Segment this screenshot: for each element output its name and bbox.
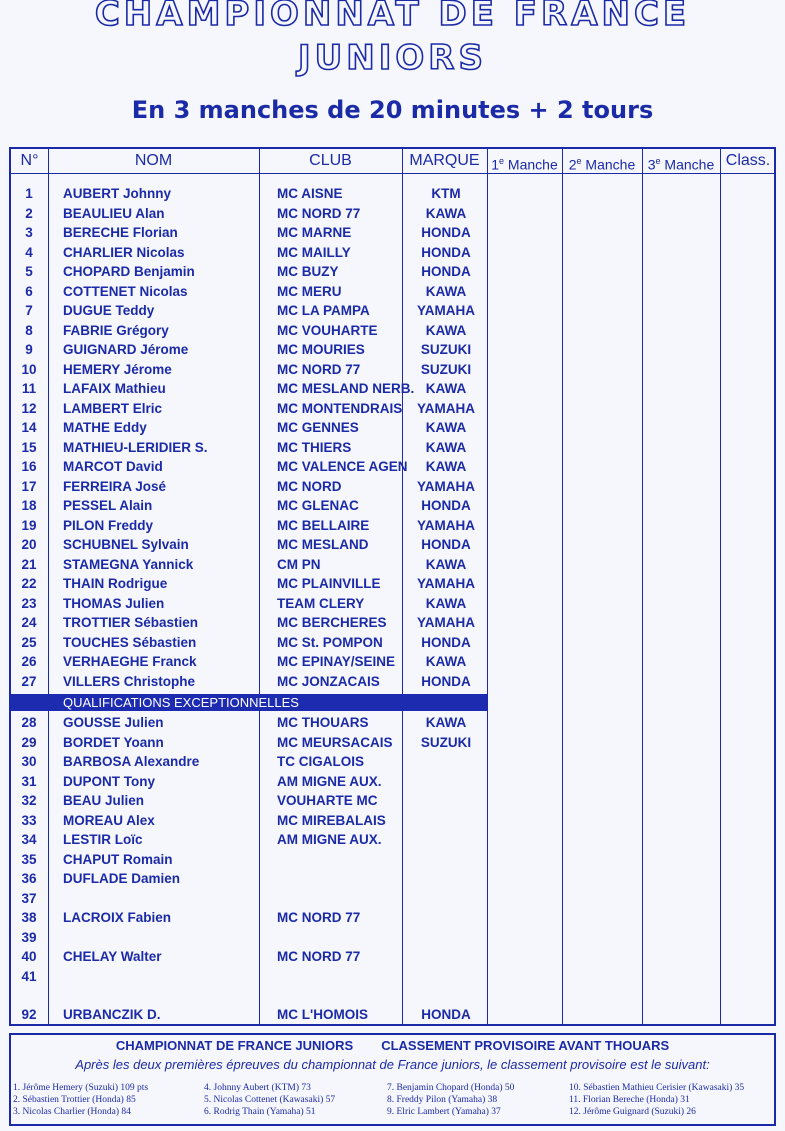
row-name: BARBOSA Alexandre — [63, 754, 200, 769]
row-name: BEAU Julien — [63, 793, 145, 808]
row-name: AUBERT Johnny — [63, 186, 171, 201]
row-name: FABRIE Grégory — [63, 322, 169, 338]
row-brand: HONDA — [421, 264, 471, 279]
row-num: 15 — [21, 439, 37, 455]
row-name: CHOPARD Benjamin — [63, 264, 195, 279]
row-num: 26 — [21, 654, 37, 669]
row-club: MC BERCHERES — [277, 615, 387, 630]
row-club: MC MESLAND — [277, 537, 369, 552]
row-name: TROTTIER Sébastien — [63, 615, 199, 630]
row-num: 40 — [21, 949, 37, 964]
standings-item: 3. Nicolas Charlier (Honda) 84 — [13, 1107, 131, 1117]
row-brand: KAWA — [425, 595, 467, 611]
row-num: 5 — [25, 264, 33, 279]
row-club: MC MAILLY — [277, 244, 351, 260]
row-brand: HONDA — [421, 244, 471, 260]
row-brand: KAWA — [425, 205, 467, 221]
table-row — [11, 301, 487, 320]
standings-item: 7. Benjamin Chopard (Honda) 50 — [387, 1083, 515, 1093]
row-club: TC CIGALOIS — [277, 754, 364, 769]
standings-item: 5. Nicolas Cottenet (Kawasaki) 57 — [204, 1095, 336, 1105]
row-brand: KAWA — [425, 381, 467, 396]
row-brand: KAWA — [425, 459, 467, 474]
row-club: VOUHARTE MC — [277, 793, 378, 808]
row-name: LAMBERT Elric — [63, 400, 163, 416]
row-num: 12 — [21, 400, 37, 416]
table-row — [11, 633, 487, 652]
row-club: MC MIREBALAIS — [277, 812, 386, 828]
row-club: MC MERU — [277, 283, 342, 299]
row-brand: KAWA — [425, 420, 467, 435]
table-row — [11, 772, 487, 791]
row-name: PESSEL Alain — [63, 498, 153, 513]
row-name: GOUSSE Julien — [63, 715, 164, 730]
standings-item: 6. Rodrig Thain (Yamaha) 51 — [204, 1107, 316, 1117]
row-club: MC NORD 77 — [277, 910, 361, 925]
row-num: 27 — [21, 673, 37, 689]
row-club: MC MESLAND NERB. — [277, 381, 415, 396]
table-row — [11, 869, 487, 888]
column-divider — [642, 149, 643, 1024]
row-name: THAIN Rodrigue — [63, 576, 168, 591]
row-num: 38 — [21, 910, 37, 925]
row-num: 29 — [21, 734, 37, 750]
row-num: 31 — [21, 773, 37, 789]
table-row — [11, 967, 487, 986]
row-name: DUFLADE Damien — [63, 871, 181, 886]
row-name: GUIGNARD Jérome — [63, 342, 189, 357]
row-brand: KAWA — [425, 715, 467, 730]
table-row — [11, 613, 487, 632]
table-row — [11, 321, 487, 340]
row-club: MC GENNES — [277, 420, 359, 435]
row-brand: HONDA — [421, 225, 471, 240]
table-row — [11, 399, 487, 418]
col-header-manche-1: 1e Manche — [491, 156, 558, 173]
row-club: MC MARNE — [277, 225, 352, 240]
row-num: 36 — [21, 871, 37, 886]
table-row — [11, 516, 487, 535]
row-club: MC MOURIES — [277, 342, 365, 357]
row-brand: HONDA — [421, 634, 471, 650]
standings-item: 2. Sébastien Trottier (Honda) 85 — [13, 1095, 136, 1105]
row-num: 32 — [21, 793, 37, 808]
row-name: MATHE Eddy — [63, 420, 147, 435]
row-club: MC LA PAMPA — [277, 303, 370, 318]
row-club: MC BUZY — [277, 264, 339, 279]
table-row — [11, 672, 487, 691]
table-row — [11, 928, 487, 947]
row-name: VERHAEGHE Franck — [63, 654, 197, 669]
table-row — [11, 713, 487, 732]
column-divider — [720, 149, 721, 1024]
row-name: FERREIRA José — [63, 478, 167, 494]
row-num: 3 — [25, 225, 33, 240]
row-name: BEAULIEU Alan — [63, 205, 165, 221]
table-row — [11, 496, 487, 515]
table-row — [11, 752, 487, 771]
row-club: MC St. POMPON — [277, 634, 383, 650]
row-num: 6 — [25, 283, 33, 299]
row-num: 33 — [21, 812, 37, 828]
row-club: MC L'HOMOIS — [277, 1007, 368, 1022]
standings-title — [11, 1038, 774, 1053]
row-num: 28 — [21, 715, 37, 730]
row-club: MC NORD — [277, 478, 342, 494]
table-row — [11, 477, 487, 496]
row-club: MC THOUARS — [277, 715, 369, 730]
table-row — [11, 223, 487, 242]
col-header-manche-3: 3e Manche — [647, 156, 715, 173]
row-club: MC MEURSACAIS — [277, 734, 393, 750]
row-name: HEMERY Jérome — [63, 361, 172, 377]
row-brand: HONDA — [421, 537, 471, 552]
col-header-nom: NOM — [134, 152, 173, 169]
row-name: BORDET Yoann — [63, 734, 164, 750]
row-name: URBANCZIK D. — [63, 1007, 161, 1022]
standings-item: 10. Sébastien Mathieu Cerisier (Kawasaki) 35 — [569, 1083, 745, 1093]
row-num: 11 — [21, 381, 37, 396]
row-num: 35 — [21, 851, 37, 867]
row-num: 18 — [21, 498, 37, 513]
table-row — [11, 733, 487, 752]
table-row — [11, 262, 487, 281]
row-club: AM MIGNE AUX. — [277, 773, 382, 789]
table-row — [11, 438, 487, 457]
row-num: 14 — [21, 420, 37, 435]
table-row — [11, 340, 487, 359]
row-num: 10 — [21, 361, 37, 377]
row-num: 22 — [21, 576, 37, 591]
table-row — [11, 535, 487, 554]
table-row — [11, 652, 487, 671]
row-num: 20 — [21, 537, 37, 552]
row-name: MATHIEU-LERIDIER S. — [63, 439, 208, 455]
standings-intro: Après les deux premières épreuves du championnat de France juniors, le classement provisoire est le suivant: — [75, 1057, 710, 1072]
table-row — [11, 830, 487, 849]
row-brand: HONDA — [421, 1007, 471, 1022]
row-num: 30 — [21, 754, 37, 769]
row-num: 19 — [21, 517, 37, 533]
row-club: MC NORD 77 — [277, 205, 361, 221]
row-club: MC VOUHARTE — [277, 322, 378, 338]
table-row — [11, 282, 487, 301]
standings-item: 9. Elric Lambert (Yamaha) 37 — [387, 1107, 501, 1117]
row-num: 41 — [21, 968, 37, 984]
row-num: 16 — [21, 459, 37, 474]
row-brand: KAWA — [425, 439, 467, 455]
row-club: AM MIGNE AUX. — [277, 832, 382, 847]
row-name: STAMEGNA Yannick — [63, 556, 194, 572]
row-num: 39 — [21, 929, 37, 945]
row-name: MOREAU Alex — [63, 812, 155, 828]
table-row — [11, 457, 487, 476]
row-name: CHAPUT Romain — [63, 851, 173, 867]
table-row — [11, 594, 487, 613]
standings-item: 4. Johnny Aubert (KTM) 73 — [204, 1083, 311, 1093]
table-row — [11, 204, 487, 223]
row-name: CHARLIER Nicolas — [63, 244, 185, 260]
page-subtitle: En 3 manches de 20 minutes + 2 tours — [131, 96, 654, 124]
qualif-banner: QUALIFICATIONS EXCEPTIONNELLES — [11, 694, 487, 711]
table-row — [11, 360, 487, 379]
row-club: MC NORD 77 — [277, 949, 361, 964]
row-club: TEAM CLERY — [277, 595, 365, 611]
table-row — [11, 850, 487, 869]
entry-list-table — [9, 147, 776, 1026]
row-brand: YAMAHA — [416, 615, 475, 630]
table-row — [11, 555, 487, 574]
row-club: MC MONTENDRAIS — [277, 400, 403, 416]
row-brand: KTM — [431, 186, 461, 201]
row-name: COTTENET Nicolas — [63, 283, 188, 299]
row-brand: YAMAHA — [416, 400, 475, 416]
table-row — [11, 418, 487, 437]
row-club: MC VALENCE AGEN — [277, 459, 408, 474]
row-name: LAFAIX Mathieu — [63, 381, 166, 396]
page-title-line2: JUNIORS — [298, 38, 487, 78]
col-header-class: Class. — [725, 152, 771, 169]
col-header-manche-2: 2e Manche — [568, 156, 636, 173]
row-num: 7 — [25, 303, 33, 318]
table-row — [11, 243, 487, 262]
row-club: MC BELLAIRE — [277, 517, 370, 533]
standings-item: 12. Jérôme Guignard (Suzuki) 26 — [569, 1107, 696, 1117]
row-brand: YAMAHA — [416, 576, 475, 591]
row-brand: SUZUKI — [420, 361, 472, 377]
row-num: 92 — [21, 1007, 37, 1022]
header-divider — [11, 173, 774, 174]
row-num: 37 — [21, 890, 37, 906]
row-club: MC EPINAY/SEINE — [277, 654, 396, 669]
row-club: MC THIERS — [277, 439, 352, 455]
row-name: VILLERS Christophe — [63, 673, 196, 689]
row-num: 8 — [25, 322, 33, 338]
column-divider — [562, 149, 563, 1024]
row-club: MC GLENAC — [277, 498, 359, 513]
row-name: THOMAS Julien — [63, 595, 165, 611]
row-club: CM PN — [277, 556, 321, 572]
row-num: 1 — [25, 186, 33, 201]
row-club: MC NORD 77 — [277, 361, 361, 377]
standings-title-right: CLASSEMENT PROVISOIRE AVANT THOUARS — [381, 1038, 670, 1053]
row-brand: YAMAHA — [416, 517, 475, 533]
row-brand: SUZUKI — [420, 734, 472, 750]
standings-title-left: CHAMPIONNAT DE FRANCE JUNIORS — [115, 1038, 354, 1053]
table-row — [11, 889, 487, 908]
row-brand: YAMAHA — [416, 478, 475, 494]
page-title: CHAMPIONNAT DE FRANCE — [94, 0, 691, 34]
row-name: SCHUBNEL Sylvain — [63, 537, 189, 552]
row-num: 4 — [25, 244, 33, 260]
col-header-num: N° — [20, 152, 39, 169]
table-row — [11, 908, 487, 927]
standings-item: 8. Freddy Pilon (Yamaha) 38 — [387, 1095, 498, 1105]
row-name: CHELAY Walter — [63, 949, 162, 964]
standings-item: 11. Florian Bereche (Honda) 31 — [569, 1095, 690, 1105]
table-row — [11, 184, 487, 203]
row-num: 2 — [25, 205, 33, 221]
row-brand: YAMAHA — [416, 303, 475, 318]
row-brand: HONDA — [421, 673, 471, 689]
standings-item: 1. Jérôme Hemery (Suzuki) 109 pts — [13, 1083, 149, 1093]
row-name: LESTIR Loïc — [63, 832, 143, 847]
row-num: 25 — [21, 634, 37, 650]
row-name: DUGUE Teddy — [63, 303, 155, 318]
row-num: 9 — [25, 342, 33, 357]
col-header-club: CLUB — [309, 152, 352, 169]
row-name: LACROIX Fabien — [63, 910, 172, 925]
row-name: TOUCHES Sébastien — [63, 634, 197, 650]
row-brand: SUZUKI — [420, 342, 472, 357]
row-num: 17 — [21, 478, 37, 494]
row-brand: HONDA — [421, 498, 471, 513]
table-row — [11, 791, 487, 810]
standings-box — [9, 1033, 776, 1126]
row-num: 21 — [21, 556, 37, 572]
row-name: DUPONT Tony — [63, 773, 155, 789]
row-name: PILON Freddy — [63, 517, 154, 533]
row-num: 24 — [21, 615, 37, 630]
table-row — [11, 1005, 487, 1024]
table-row — [11, 947, 487, 966]
col-header-marque: MARQUE — [409, 152, 480, 169]
row-club: MC PLAINVILLE — [277, 576, 381, 591]
row-brand: KAWA — [425, 556, 467, 572]
table-row — [11, 811, 487, 830]
row-num: 34 — [21, 832, 37, 847]
table-row — [11, 379, 487, 398]
row-club: MC JONZACAIS — [277, 673, 380, 689]
row-brand: KAWA — [425, 322, 467, 338]
row-name: MARCOT David — [63, 459, 163, 474]
row-brand: KAWA — [425, 283, 467, 299]
row-name: BERECHE Florian — [63, 225, 178, 240]
row-club: MC AISNE — [277, 186, 343, 201]
table-row — [11, 574, 487, 593]
row-brand: KAWA — [425, 654, 467, 669]
row-num: 23 — [21, 595, 37, 611]
